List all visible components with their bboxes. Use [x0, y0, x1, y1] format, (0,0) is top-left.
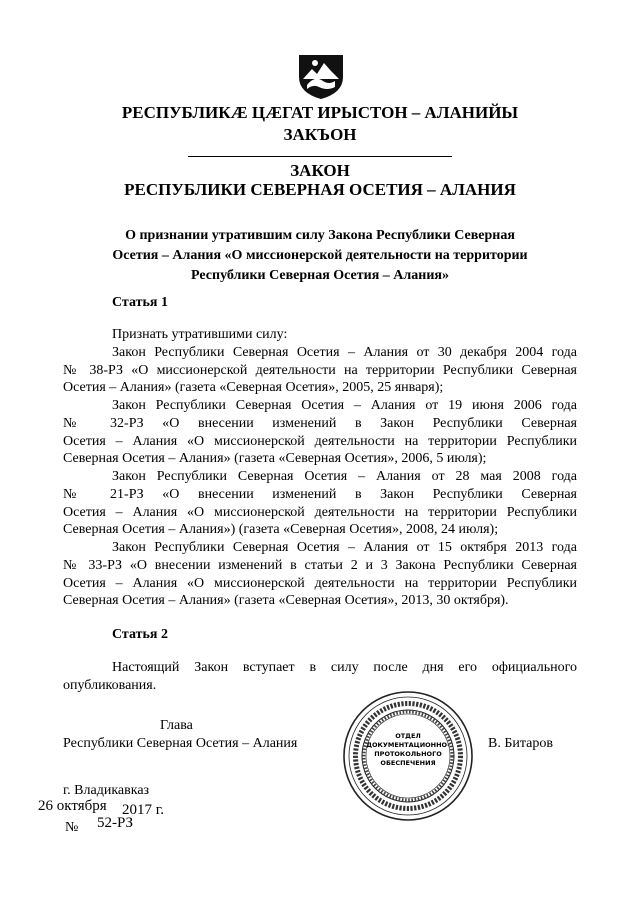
- article-1-line: Северная Осетия – Алания» (газета «Северная Осетия», 2006, 5 июля);: [63, 451, 487, 466]
- law-number-label: №: [65, 820, 79, 835]
- header-ossetian-republic: РЕСПУБЛИКӔ ЦӔГАТ ИРЫСТОН – АЛАНИЙЫ: [121, 103, 519, 122]
- article-1-line: № 21-РЗ «О внесении изменений в Закон Республики Северная: [63, 487, 577, 502]
- article-1-line: Закон Республики Северная Осетия – Алания от 28 мая 2008 года: [112, 469, 577, 484]
- signatory-role: Глава: [160, 718, 193, 733]
- stamp-inner-text: ПРОТОКОЛЬНОГО: [374, 750, 442, 758]
- stamp-inner-text: ДОКУМЕНТАЦИОННО-: [366, 741, 450, 749]
- header-russian-law: ЗАКОН: [290, 161, 350, 180]
- article-1-line: № 33-РЗ «О внесении изменений в статьи 2 и 3 Закона Республики Северная: [63, 558, 577, 573]
- header-divider: [188, 156, 452, 157]
- law-title-line: Осетия – Алания «О миссионерской деятельности на территории: [112, 248, 528, 263]
- article-1-line: Закон Республики Северная Осетия – Алания от 19 июня 2006 года: [112, 398, 577, 413]
- official-seal-stamp: [341, 689, 475, 823]
- stamp-inner-text: ОБЕСПЕЧЕНИЯ: [380, 759, 436, 767]
- article-1-line: № 38-РЗ «О миссионерской деятельности на территории Республики Северная: [63, 363, 577, 378]
- article-1-line: Закон Республики Северная Осетия – Алания от 30 декабря 2004 года: [112, 345, 577, 360]
- signatory-name: В. Битаров: [488, 736, 553, 751]
- stamp-inner-text: ОТДЕЛ: [395, 732, 421, 740]
- law-title-line: О признании утратившим силу Закона Республики Северная: [125, 228, 515, 243]
- law-number: 52-РЗ: [97, 815, 134, 831]
- header-ossetian-law: ЗАКЪОН: [283, 125, 357, 144]
- article-1-line: Осетия – Алания «О миссионерской деятельности на территории Республики: [63, 434, 577, 449]
- article-1-line: № 32-РЗ «О внесении изменений в Закон Республики Северная: [63, 416, 577, 431]
- article-2-heading: Статья 2: [112, 627, 168, 642]
- city-label: г. Владикавказ: [63, 783, 150, 798]
- article-1-line: Закон Республики Северная Осетия – Алания от 15 октября 2013 года: [112, 540, 577, 555]
- signing-date: 26 октября: [38, 798, 107, 814]
- article-1-line: Северная Осетия – Алания» (газета «Северная Осетия», 2013, 30 октября).: [63, 593, 509, 608]
- article-2-line: опубликования.: [63, 678, 157, 693]
- article-1-line: Северная Осетия – Алания») (газета «Северная Осетия», 2008, 24 июля);: [63, 522, 499, 537]
- article-2-line: Настоящий Закон вступает в силу после дня его официального: [112, 660, 577, 675]
- article-1-line: Осетия – Алания «О миссионерской деятельности на территории Республики: [63, 576, 577, 591]
- signatory-role-republic: Республики Северная Осетия – Алания: [63, 736, 298, 751]
- article-1-heading: Статья 1: [112, 295, 168, 310]
- coat-of-arms-emblem: [295, 51, 347, 101]
- article-1-line: Осетия – Алания» (газета «Северная Осетия», 2005, 25 января);: [63, 380, 444, 395]
- law-title-line: Республики Северная Осетия – Алания»: [191, 268, 449, 283]
- article-1-line: Признать утратившими силу:: [112, 327, 288, 342]
- signing-year: 2017 г.: [122, 802, 164, 818]
- article-1-line: Осетия – Алания «О миссионерской деятельности на территории Республики: [63, 505, 577, 520]
- header-russian-republic: РЕСПУБЛИКИ СЕВЕРНАЯ ОСЕТИЯ – АЛАНИЯ: [124, 180, 516, 199]
